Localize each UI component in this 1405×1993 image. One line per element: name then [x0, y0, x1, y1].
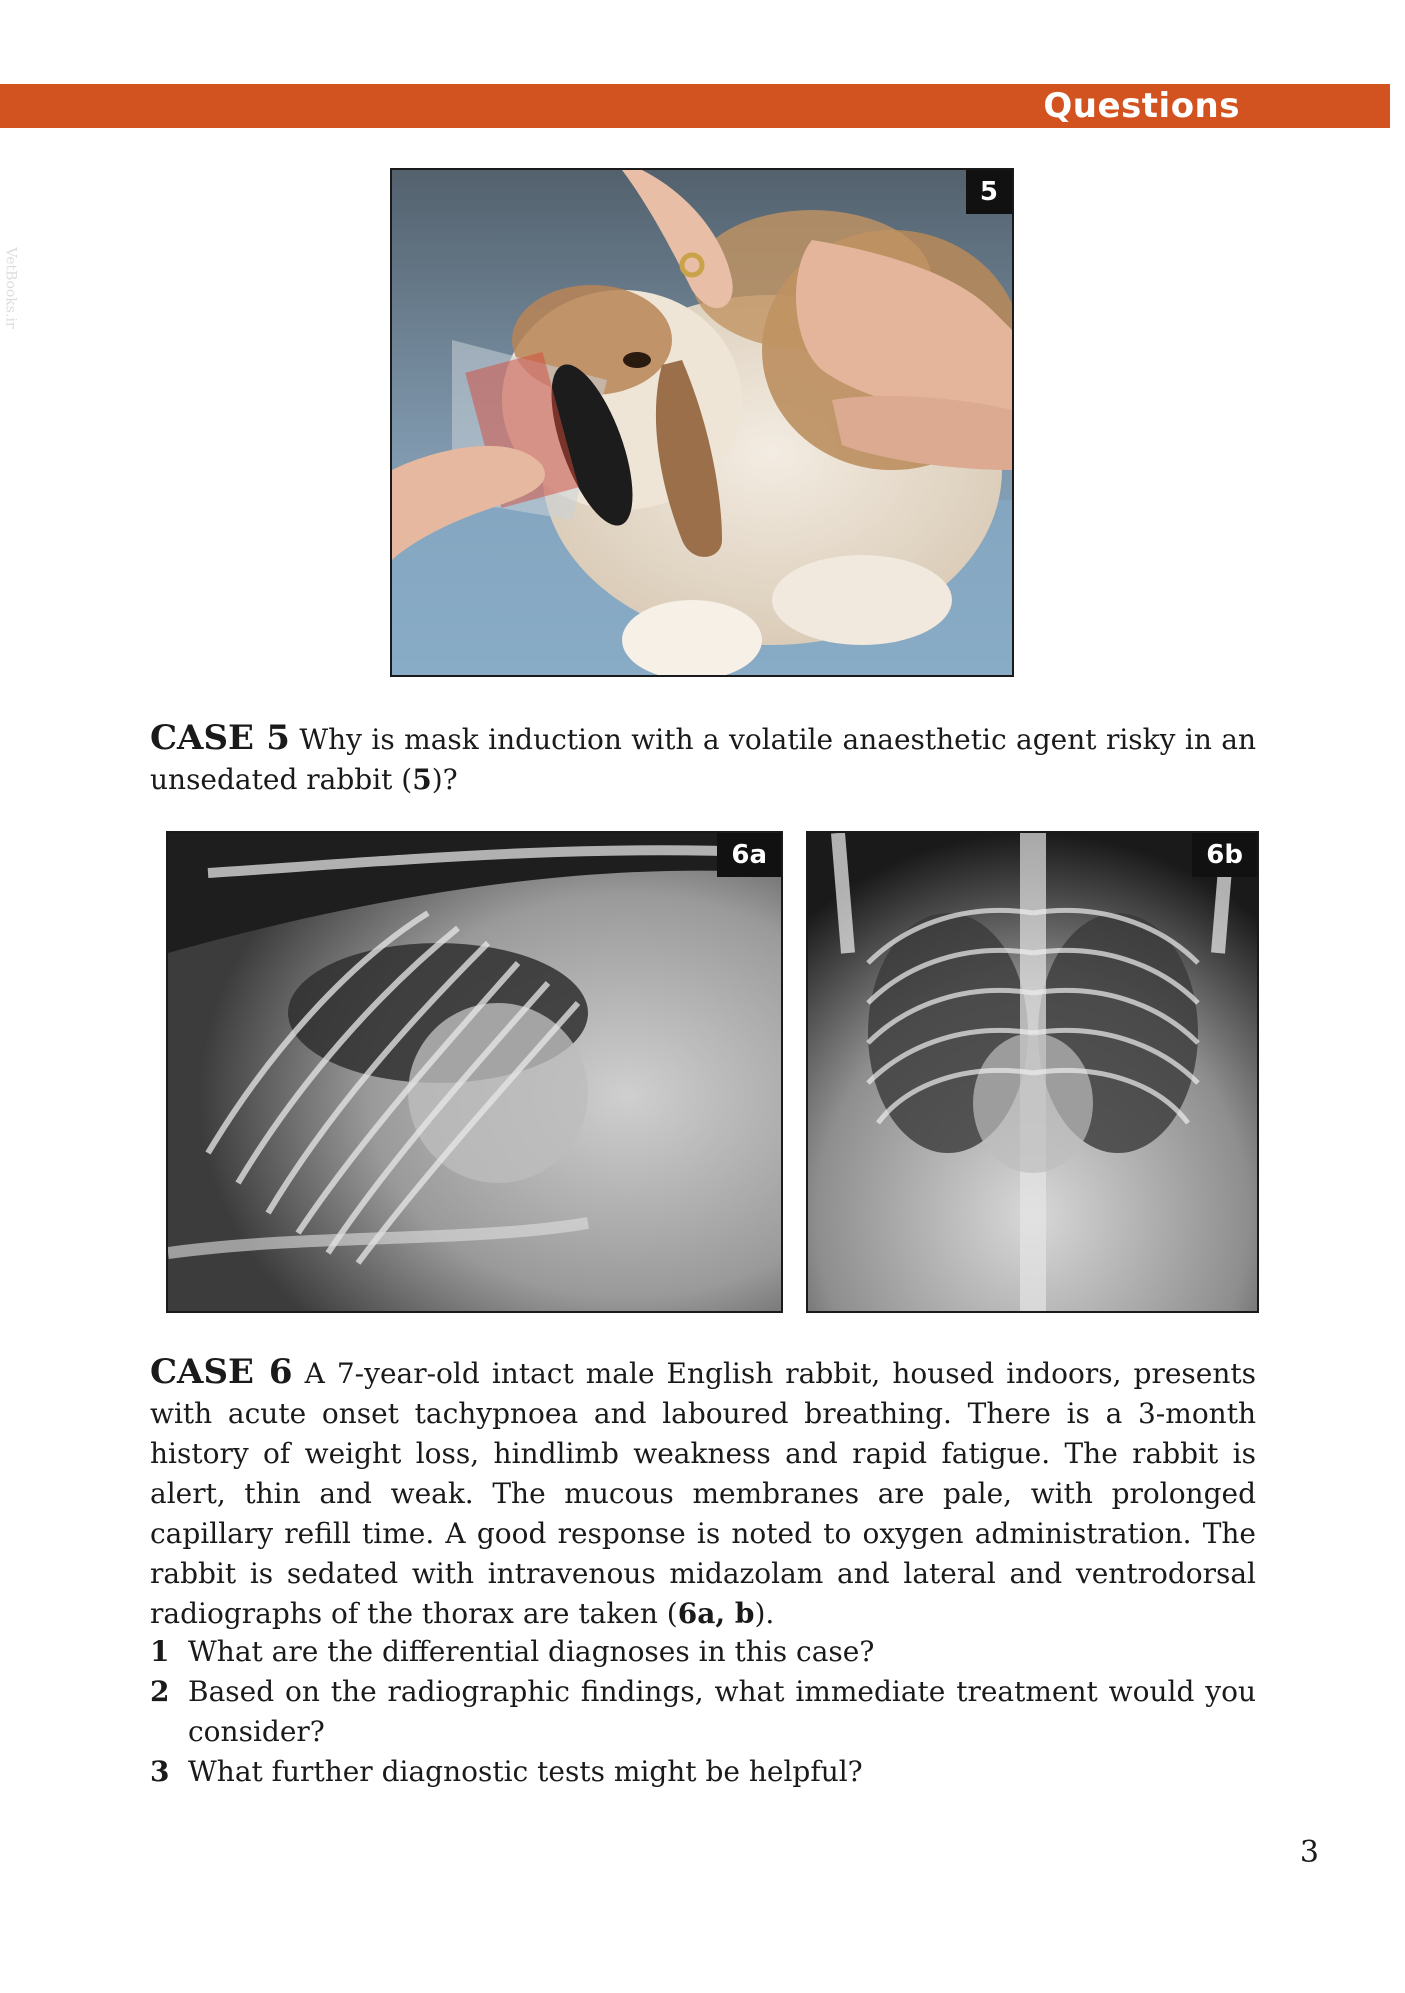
question-text: Based on the radiographic findings, what immediate treatment would you consider?: [188, 1675, 1256, 1748]
case-5-heading: CASE 5: [150, 718, 290, 758]
page-number: 3: [1299, 1835, 1319, 1870]
figure-6a-label: 6a: [717, 833, 781, 877]
question-item: [150, 1632, 1256, 1672]
case-6-body: A 7-year-old intact male English rabbit, housed indoors, presents with acute onset tachypnoea and laboured breathing. There is a 3-month history of weight loss, hindlimb weakness and rapid fatigue. The rabbit is alert, thin and weak. The mucous membranes are pale, with prolonged capillary refill time. A good response is noted to oxygen administration. The rabbit is sedated with intravenous midazolam and lateral and ventrodorsal radiographs of the thorax are taken (: [150, 1357, 1256, 1630]
question-number: 3: [150, 1755, 170, 1788]
case-6-text: [150, 1352, 1256, 1634]
watermark: VetBooks.ir: [2, 247, 19, 329]
figure-6b-radiograph: [806, 831, 1259, 1313]
rabbit-mask-illustration: [392, 170, 1012, 675]
case-5-body-end: )?: [431, 763, 458, 796]
question-text: What are the differential diagnoses in this case?: [188, 1635, 875, 1668]
question-number: 2: [150, 1675, 170, 1708]
section-title: Questions: [1043, 86, 1240, 126]
case-6-heading: CASE 6: [150, 1352, 293, 1392]
case-5-body: Why is mask induction with a volatile anaesthetic agent risky in an unsedated rabbit (: [150, 723, 1257, 796]
figure-6a-radiograph: [166, 831, 783, 1313]
question-item: [150, 1752, 1256, 1792]
figure-5-label: 5: [966, 170, 1012, 214]
case-6-figure-ref: 6a, b: [677, 1597, 755, 1630]
ventrodorsal-thorax-xray: [808, 833, 1257, 1311]
question-number: 1: [150, 1635, 170, 1668]
question-item: [150, 1672, 1256, 1752]
figure-5-photo: [390, 168, 1014, 677]
figure-6b-label: 6b: [1192, 833, 1257, 877]
case-5-figure-ref: 5: [412, 763, 432, 796]
case-6-questions: [150, 1632, 1256, 1792]
question-text: What further diagnostic tests might be helpful?: [188, 1755, 863, 1788]
lateral-thorax-xray: [168, 833, 781, 1311]
case-5-text: [150, 718, 1256, 800]
section-header-bar: [0, 84, 1390, 128]
case-6-body-end: ).: [754, 1597, 775, 1630]
